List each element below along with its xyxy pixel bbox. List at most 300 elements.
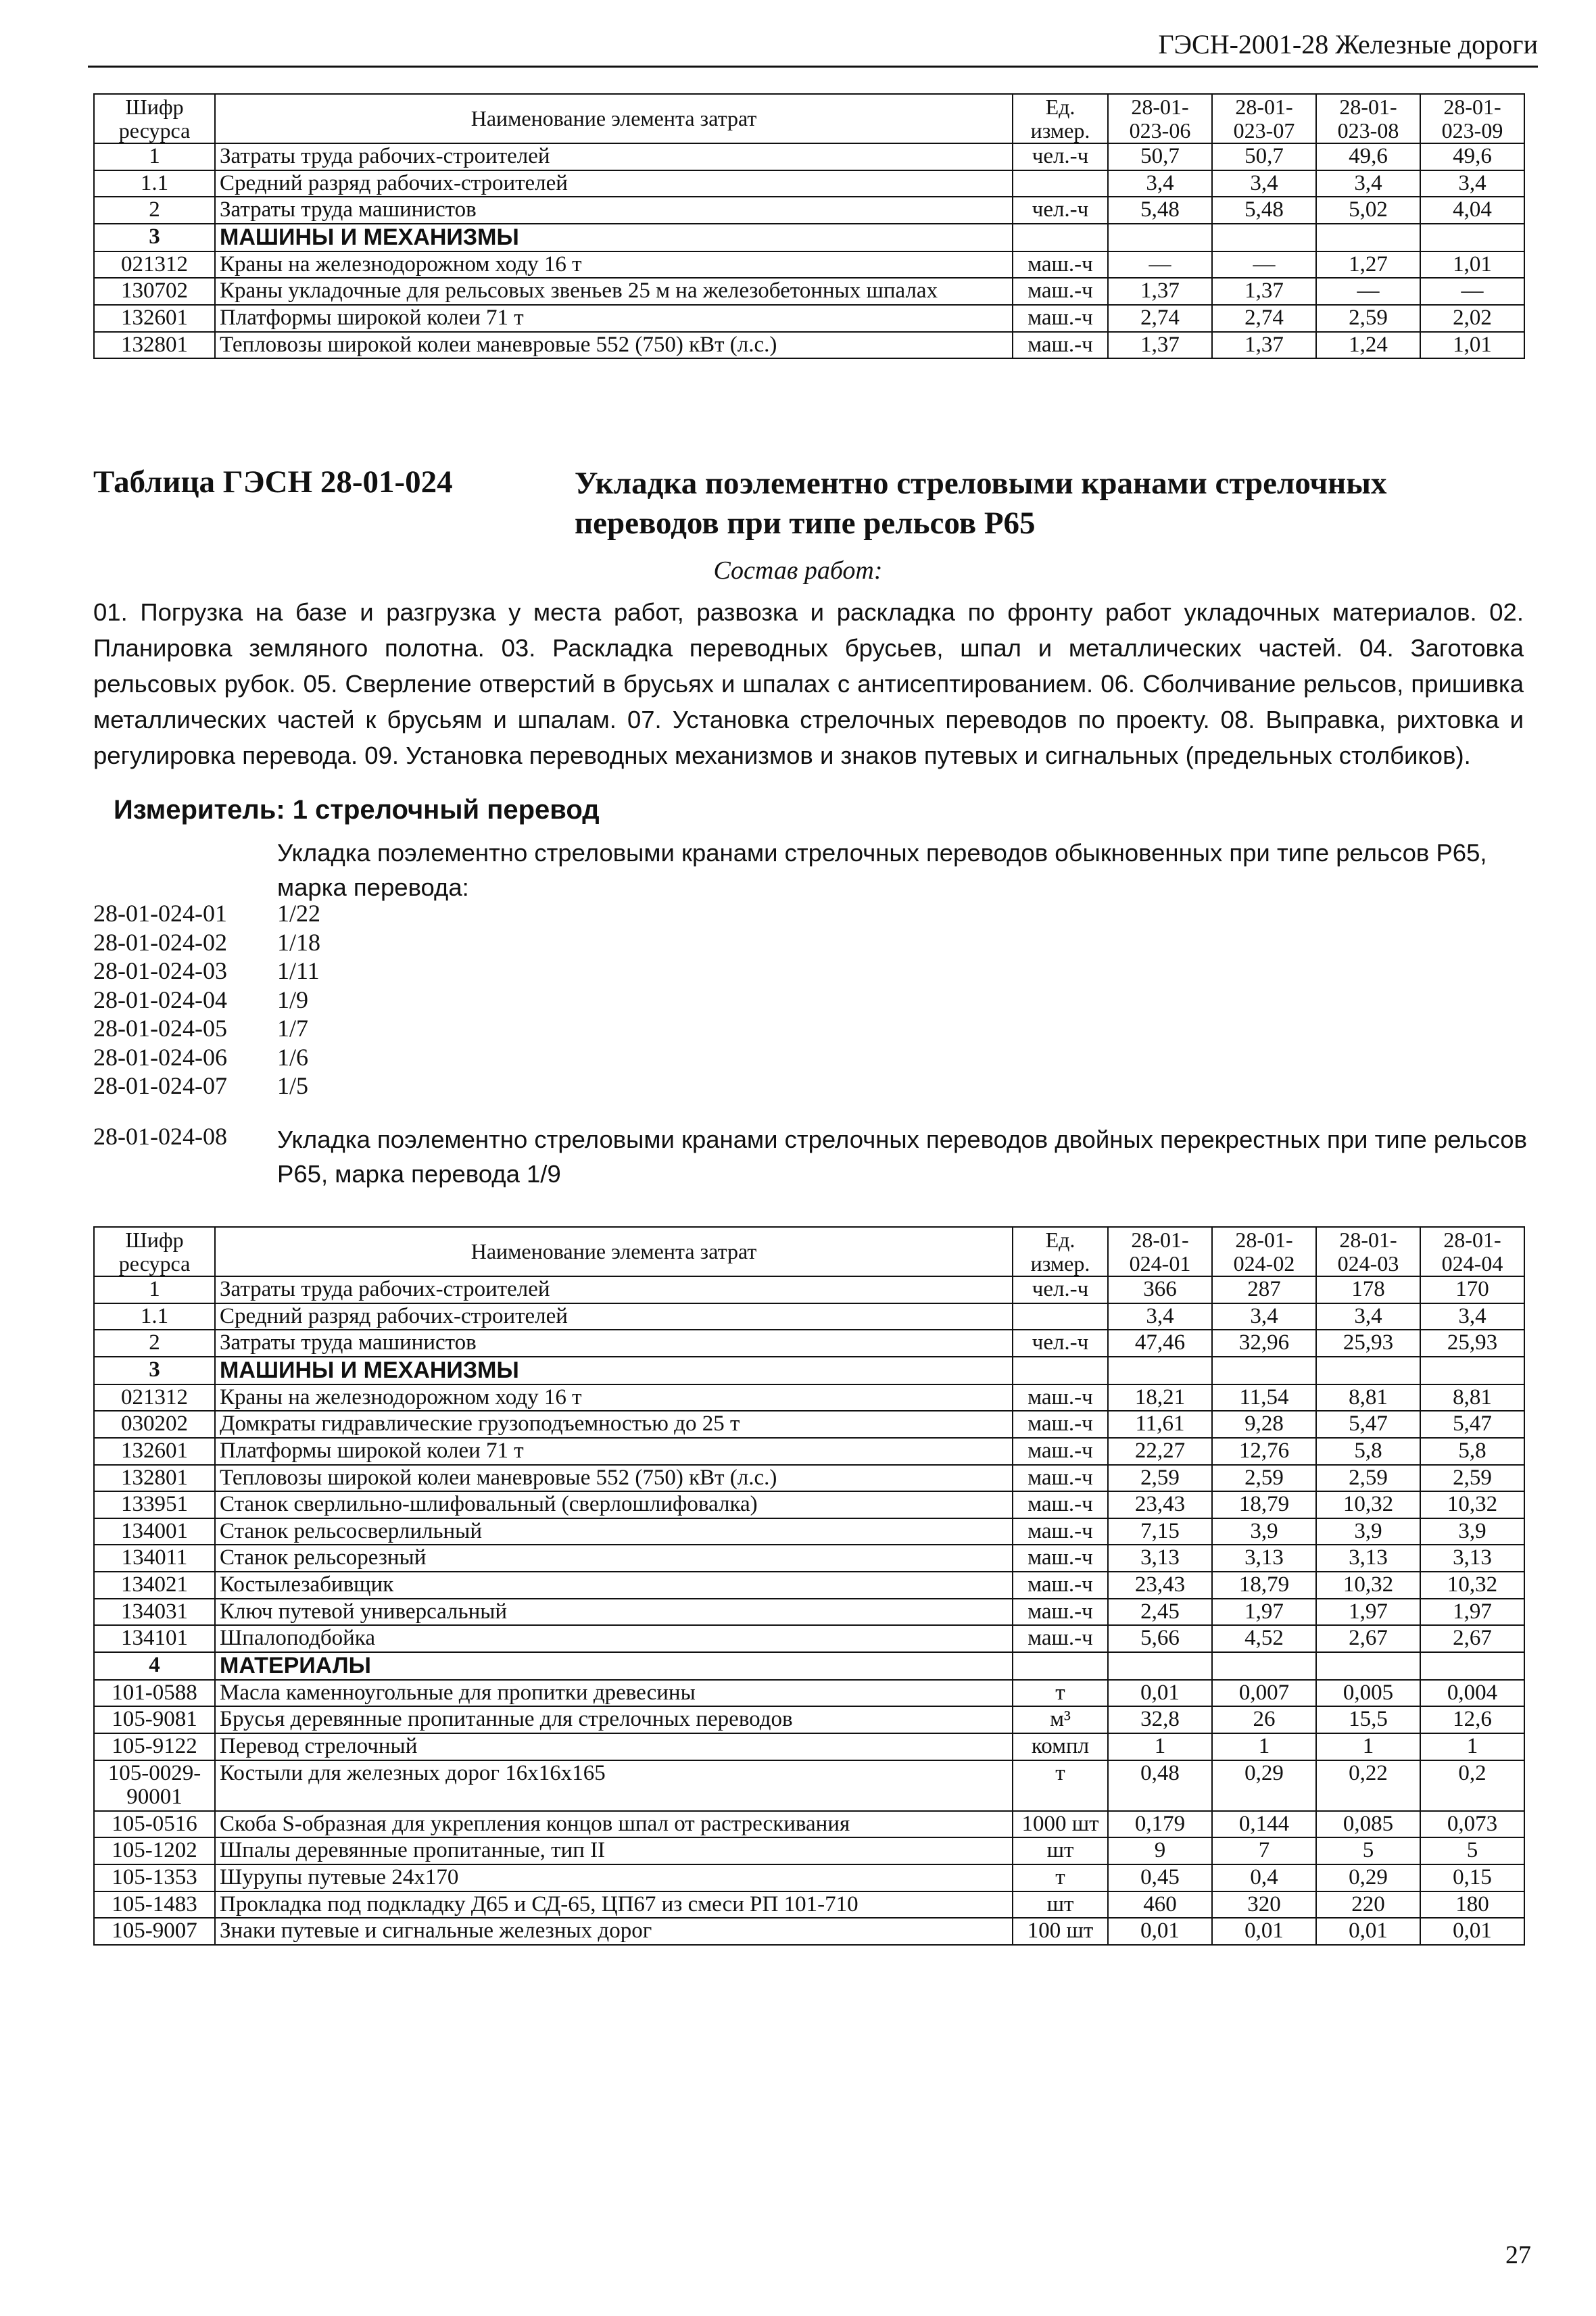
table-row <box>94 1276 1524 1303</box>
resource-name: Знаки путевые и сигнальные железных дорог <box>215 1918 1013 1945</box>
resource-value: 2,74 <box>1108 305 1212 332</box>
resource-code: 1 <box>94 1276 215 1303</box>
resource-value: 0,29 <box>1316 1864 1420 1891</box>
resource-unit: маш.-ч <box>1013 1545 1108 1572</box>
resource-value: 2,59 <box>1316 305 1420 332</box>
table-row <box>94 1330 1524 1357</box>
resource-value: 1,24 <box>1316 332 1420 359</box>
table-row <box>94 1384 1524 1412</box>
resource-value <box>1420 1652 1524 1680</box>
resource-value: 25,93 <box>1316 1330 1420 1357</box>
resource-value: 1 <box>1108 1733 1212 1760</box>
table-row <box>94 1864 1524 1891</box>
resource-code: 105-9081 <box>94 1706 215 1733</box>
resource-value: 3,4 <box>1212 1303 1316 1330</box>
header-col: 28-01-024-04 <box>1420 1227 1524 1276</box>
resource-value: 1,01 <box>1420 251 1524 279</box>
table-row <box>94 278 1524 305</box>
resource-value: 10,32 <box>1316 1572 1420 1599</box>
table-row <box>94 1545 1524 1572</box>
resource-unit: маш.-ч <box>1013 278 1108 305</box>
section-heading <box>93 464 1526 565</box>
resource-unit: маш.-ч <box>1013 1491 1108 1518</box>
resource-code: 3 <box>94 1357 215 1384</box>
norm-code: 28-01-024-02 <box>93 928 227 956</box>
table-row <box>94 1572 1524 1599</box>
resource-value: 1,37 <box>1108 278 1212 305</box>
resource-name: Станок рельсосверлильный <box>215 1518 1013 1545</box>
resource-value: 2,45 <box>1108 1599 1212 1626</box>
resource-value: 18,79 <box>1212 1572 1316 1599</box>
table-header-row <box>94 1227 1524 1276</box>
table-row <box>94 251 1524 279</box>
resource-value: 180 <box>1420 1891 1524 1919</box>
resource-value: 7,15 <box>1108 1518 1212 1545</box>
resource-value <box>1108 1357 1212 1384</box>
header-code: Шифр ресурса <box>94 94 215 143</box>
resource-value: 1,01 <box>1420 332 1524 359</box>
resource-value: 9,28 <box>1212 1411 1316 1438</box>
resource-unit: компл <box>1013 1733 1108 1760</box>
resource-name: Средний разряд рабочих-строителей <box>215 1303 1013 1330</box>
resource-name: Затраты труда рабочих-строителей <box>215 1276 1013 1303</box>
switch-mark: 1/5 <box>277 1072 309 1099</box>
resource-value: 3,4 <box>1108 170 1212 197</box>
resource-value: 50,7 <box>1212 143 1316 170</box>
header-col: 28-01-024-02 <box>1212 1227 1316 1276</box>
resource-value: 2,74 <box>1212 305 1316 332</box>
norm-code-item <box>93 1014 320 1043</box>
table-row <box>94 1837 1524 1864</box>
table-row <box>94 1760 1524 1811</box>
resource-code: 105-0029-90001 <box>94 1760 215 1811</box>
resource-value: 8,81 <box>1420 1384 1524 1412</box>
resource-value: 0,4 <box>1212 1864 1316 1891</box>
table-row <box>94 1891 1524 1919</box>
resource-value: 287 <box>1212 1276 1316 1303</box>
resource-code: 101-0588 <box>94 1680 215 1707</box>
running-head: ГЭСН-2001-28 Железные дороги <box>88 28 1538 68</box>
resource-value <box>1420 224 1524 251</box>
resource-value: 366 <box>1108 1276 1212 1303</box>
resource-value: 3,13 <box>1420 1545 1524 1572</box>
switch-mark: 1/9 <box>277 986 309 1013</box>
resource-name: МАТЕРИАЛЫ <box>215 1652 1013 1680</box>
resource-unit: маш.-ч <box>1013 1599 1108 1626</box>
resource-unit: 100 шт <box>1013 1918 1108 1945</box>
resource-value: 23,43 <box>1108 1491 1212 1518</box>
resource-value: 0,29 <box>1212 1760 1316 1811</box>
resource-name: Ключ путевой универсальный <box>215 1599 1013 1626</box>
switch-mark: 1/11 <box>277 957 320 984</box>
resource-value: 1,37 <box>1108 332 1212 359</box>
resource-value: — <box>1108 251 1212 279</box>
resource-name: Затраты труда машинистов <box>215 197 1013 224</box>
resource-value: 5,47 <box>1316 1411 1420 1438</box>
resource-code: 132601 <box>94 1438 215 1465</box>
resource-value: 4,04 <box>1420 197 1524 224</box>
resource-unit <box>1013 1303 1108 1330</box>
switch-mark: 1/6 <box>277 1043 309 1071</box>
resource-name: Костылезабивщик <box>215 1572 1013 1599</box>
resource-unit: маш.-ч <box>1013 305 1108 332</box>
header-unit: Ед. измер. <box>1013 94 1108 143</box>
resource-value <box>1108 1652 1212 1680</box>
resource-value: 2,59 <box>1420 1465 1524 1492</box>
resource-value: 0,2 <box>1420 1760 1524 1811</box>
resource-value <box>1212 1357 1316 1384</box>
resource-name: Шпалы деревянные пропитанные, тип II <box>215 1837 1013 1864</box>
resource-unit: т <box>1013 1760 1108 1811</box>
section-row <box>94 1357 1524 1384</box>
table-header-row <box>94 94 1524 143</box>
resource-value: 32,8 <box>1108 1706 1212 1733</box>
header-name: Наименование элемента затрат <box>215 94 1013 143</box>
resource-value: 22,27 <box>1108 1438 1212 1465</box>
resource-value: 2,67 <box>1420 1625 1524 1652</box>
table-row <box>94 1706 1524 1733</box>
switch-mark: 1/18 <box>277 928 321 956</box>
resource-name: Платформы широкой колеи 71 т <box>215 1438 1013 1465</box>
resource-value: 0,01 <box>1108 1680 1212 1707</box>
resource-name: Шпалоподбойка <box>215 1625 1013 1652</box>
resource-value: 460 <box>1108 1891 1212 1919</box>
resource-value: 1,37 <box>1212 278 1316 305</box>
norm-code-item <box>93 986 320 1015</box>
norm-code: 28-01-024-07 <box>93 1072 227 1099</box>
resource-code: 105-9007 <box>94 1918 215 1945</box>
resource-value: 320 <box>1212 1891 1316 1919</box>
norm-code: 28-01-024-06 <box>93 1043 227 1071</box>
norm-code-item <box>93 1071 320 1101</box>
resource-value: — <box>1212 251 1316 279</box>
resource-value: 0,144 <box>1212 1811 1316 1838</box>
resource-name: Масла каменноугольные для пропитки древесины <box>215 1680 1013 1707</box>
table-row <box>94 1918 1524 1945</box>
resource-code: 1.1 <box>94 1303 215 1330</box>
resource-value: 0,48 <box>1108 1760 1212 1811</box>
resource-unit: маш.-ч <box>1013 251 1108 279</box>
resource-name: Станок сверлильно-шлифовальный (сверлошлифовалка) <box>215 1491 1013 1518</box>
intro-text: Укладка поэлементно стреловыми кранами стрелочных переводов обыкновенных при типе рельсов Р65, марка перевода: <box>277 839 1487 902</box>
resource-unit: чел.-ч <box>1013 197 1108 224</box>
page-number: 27 <box>1505 2241 1531 2269</box>
table-row <box>94 1599 1524 1626</box>
resource-value: 5 <box>1420 1837 1524 1864</box>
resource-value: 0,007 <box>1212 1680 1316 1707</box>
resource-value: 0,073 <box>1420 1811 1524 1838</box>
header-col: 28-01-023-07 <box>1212 94 1316 143</box>
resource-name: МАШИНЫ И МЕХАНИЗМЫ <box>215 224 1013 251</box>
resource-value: 1,97 <box>1420 1599 1524 1626</box>
resource-value: 3,4 <box>1420 170 1524 197</box>
resource-table-28-01-024 <box>93 1226 1525 1946</box>
resource-value: 10,32 <box>1316 1491 1420 1518</box>
resource-name: МАШИНЫ И МЕХАНИЗМЫ <box>215 1357 1013 1384</box>
resource-value: 50,7 <box>1108 143 1212 170</box>
section-row <box>94 224 1524 251</box>
resource-value: 5,8 <box>1316 1438 1420 1465</box>
works-caption: Состав работ: <box>713 556 883 585</box>
resource-value: 10,32 <box>1420 1572 1524 1599</box>
norm-code: 28-01-024-01 <box>93 900 227 927</box>
table-row <box>94 332 1524 359</box>
header-col: 28-01-023-06 <box>1108 94 1212 143</box>
resource-value: 0,01 <box>1316 1918 1420 1945</box>
resource-unit: т <box>1013 1680 1108 1707</box>
resource-code: 2 <box>94 197 215 224</box>
resource-name: Костыли для железных дорог 16х16х165 <box>215 1760 1013 1811</box>
resource-value: 2,02 <box>1420 305 1524 332</box>
norm-description: Укладка поэлементно стреловыми кранами стрелочных переводов двойных перекрестных при типе рельсов Р65, марка перевода 1/9 <box>277 1126 1527 1188</box>
resource-value: — <box>1316 278 1420 305</box>
resource-value: 0,179 <box>1108 1811 1212 1838</box>
resource-name: Средний разряд рабочих-строителей <box>215 170 1013 197</box>
resource-value: 1 <box>1212 1733 1316 1760</box>
resource-code: 134021 <box>94 1572 215 1599</box>
resource-table-28-01-023 <box>93 93 1525 359</box>
resource-value: 47,46 <box>1108 1330 1212 1357</box>
norm-code-item <box>93 928 320 957</box>
resource-value: 0,01 <box>1108 1918 1212 1945</box>
resource-value: 26 <box>1212 1706 1316 1733</box>
resource-value: 170 <box>1420 1276 1524 1303</box>
resource-name: Платформы широкой колеи 71 т <box>215 305 1013 332</box>
table-row <box>94 1625 1524 1652</box>
resource-unit <box>1013 1357 1108 1384</box>
resource-code: 105-1483 <box>94 1891 215 1919</box>
norm-code-item <box>93 1043 320 1072</box>
resource-name: Брусья деревянные пропитанные для стрелочных переводов <box>215 1706 1013 1733</box>
resource-value: 12,76 <box>1212 1438 1316 1465</box>
resource-value <box>1212 224 1316 251</box>
resource-value: 5,02 <box>1316 197 1420 224</box>
resource-value: 9 <box>1108 1837 1212 1864</box>
resource-value: 1,97 <box>1212 1599 1316 1626</box>
resource-name: Тепловозы широкой колеи маневровые 552 (750) кВт (л.с.) <box>215 332 1013 359</box>
resource-value: 5,66 <box>1108 1625 1212 1652</box>
resource-value: 12,6 <box>1420 1706 1524 1733</box>
header-col: 28-01-023-09 <box>1420 94 1524 143</box>
resource-value: 178 <box>1316 1276 1420 1303</box>
switch-mark: 1/7 <box>277 1015 309 1042</box>
resource-unit: м³ <box>1013 1706 1108 1733</box>
resource-value: 0,004 <box>1420 1680 1524 1707</box>
resource-value <box>1316 224 1420 251</box>
norm-code-item <box>93 957 320 986</box>
resource-code: 105-1202 <box>94 1837 215 1864</box>
norm-code-list <box>93 899 320 1101</box>
resource-value: 11,61 <box>1108 1411 1212 1438</box>
table-row <box>94 1518 1524 1545</box>
resource-unit: маш.-ч <box>1013 1384 1108 1412</box>
resource-name: Затраты труда рабочих-строителей <box>215 143 1013 170</box>
resource-value: 1 <box>1420 1733 1524 1760</box>
resource-value: 18,21 <box>1108 1384 1212 1412</box>
norm-code: 28-01-024-04 <box>93 986 227 1013</box>
resource-name: Краны укладочные для рельсовых звеньев 25 м на железобетонных шпалах <box>215 278 1013 305</box>
resource-value: 4,52 <box>1212 1625 1316 1652</box>
resource-value: 3,9 <box>1420 1518 1524 1545</box>
resource-code: 133951 <box>94 1491 215 1518</box>
norm-code: 28-01-024-03 <box>93 957 227 984</box>
resource-unit: маш.-ч <box>1013 1411 1108 1438</box>
header-col: 28-01-023-08 <box>1316 94 1420 143</box>
header-unit: Ед. измер. <box>1013 1227 1108 1276</box>
resource-unit <box>1013 224 1108 251</box>
section-row <box>94 1652 1524 1680</box>
resource-value: 5,48 <box>1108 197 1212 224</box>
resource-value: — <box>1420 278 1524 305</box>
resource-value: 3,4 <box>1420 1303 1524 1330</box>
resource-name: Станок рельсорезный <box>215 1545 1013 1572</box>
resource-unit: маш.-ч <box>1013 1518 1108 1545</box>
resource-unit <box>1013 1652 1108 1680</box>
resource-code: 1 <box>94 143 215 170</box>
table-row <box>94 1465 1524 1492</box>
resource-value: 3,13 <box>1108 1545 1212 1572</box>
resource-unit: маш.-ч <box>1013 332 1108 359</box>
resource-code: 4 <box>94 1652 215 1680</box>
resource-value: 10,32 <box>1420 1491 1524 1518</box>
resource-value: 3,13 <box>1316 1545 1420 1572</box>
table-title: Укладка поэлементно стреловыми кранами стрелочных переводов при типе рельсов Р65 <box>575 466 1387 541</box>
resource-name: Домкраты гидравлические грузоподъемностью до 25 т <box>215 1411 1013 1438</box>
resource-value: 3,4 <box>1108 1303 1212 1330</box>
switch-mark: 1/22 <box>277 900 321 927</box>
resource-unit: чел.-ч <box>1013 143 1108 170</box>
resource-name: Тепловозы широкой колеи маневровые 552 (750) кВт (л.с.) <box>215 1465 1013 1492</box>
resource-value: 25,93 <box>1420 1330 1524 1357</box>
resource-value <box>1420 1357 1524 1384</box>
resource-unit: шт <box>1013 1837 1108 1864</box>
resource-code: 134031 <box>94 1599 215 1626</box>
norm-code: 28-01-024-08 <box>93 1123 227 1150</box>
table-row <box>94 1811 1524 1838</box>
resource-value <box>1212 1652 1316 1680</box>
resource-code: 132601 <box>94 305 215 332</box>
header-code: Шифр ресурса <box>94 1227 215 1276</box>
resource-code: 132801 <box>94 332 215 359</box>
resource-value: 0,15 <box>1420 1864 1524 1891</box>
table-row <box>94 1491 1524 1518</box>
resource-name: Скоба S-образная для укрепления концов шпал от растрескивания <box>215 1811 1013 1838</box>
resource-value: 11,54 <box>1212 1384 1316 1412</box>
norm-code-item <box>93 899 320 928</box>
resource-value: 5 <box>1316 1837 1420 1864</box>
resource-code: 030202 <box>94 1411 215 1438</box>
resource-name: Шурупы путевые 24х170 <box>215 1864 1013 1891</box>
table-row <box>94 1411 1524 1438</box>
resource-value: 5,8 <box>1420 1438 1524 1465</box>
works-description: 01. Погрузка на базе и разгрузка у места работ, развозка и раскладка по фронту работ укладочных материалов. 02. Планировка земляного полотна. 03. Раскладка переводных брусьев, шпал и металлических частей. 04. Заготовка рельсовых рубок. 05. Сверление отверстий в брусьях и шпалах с антисептированием. 06. Сболчивание рельсов, пришивка металлических частей к брусьям и шпалам. 07. Установка стрелочных переводов по проекту. 08. Выправка, рихтовка и регулировка перевода. 09. Установка переводных механизмов и знаков путевых и сигнальных (предельных столбиков). <box>93 598 1524 769</box>
resource-name: Краны на железнодорожном ходу 16 т <box>215 251 1013 279</box>
resource-value <box>1108 224 1212 251</box>
table-row <box>94 1733 1524 1760</box>
resource-value: 0,01 <box>1420 1918 1524 1945</box>
table-row <box>94 170 1524 197</box>
table-row <box>94 1303 1524 1330</box>
table-label: Таблица ГЭСН 28-01-024 <box>93 464 453 500</box>
resource-unit: чел.-ч <box>1013 1330 1108 1357</box>
resource-value: 1,37 <box>1212 332 1316 359</box>
resource-value: 5,48 <box>1212 197 1316 224</box>
resource-value: 3,4 <box>1316 170 1420 197</box>
resource-value: 3,13 <box>1212 1545 1316 1572</box>
resource-code: 2 <box>94 1330 215 1357</box>
header-col: 28-01-024-01 <box>1108 1227 1212 1276</box>
resource-code: 021312 <box>94 251 215 279</box>
table-row <box>94 1680 1524 1707</box>
resource-unit: 1000 шт <box>1013 1811 1108 1838</box>
resource-name: Перевод стрелочный <box>215 1733 1013 1760</box>
resource-unit: т <box>1013 1864 1108 1891</box>
resource-unit: шт <box>1013 1891 1108 1919</box>
table-row <box>94 143 1524 170</box>
table-row <box>94 197 1524 224</box>
resource-value <box>1316 1357 1420 1384</box>
resource-value: 23,43 <box>1108 1572 1212 1599</box>
resource-name: Краны на железнодорожном ходу 16 т <box>215 1384 1013 1412</box>
resource-value: 15,5 <box>1316 1706 1420 1733</box>
meter-line: Измеритель: 1 стрелочный перевод <box>114 795 600 825</box>
resource-code: 132801 <box>94 1465 215 1492</box>
resource-value: 32,96 <box>1212 1330 1316 1357</box>
resource-value: 3,4 <box>1212 170 1316 197</box>
resource-code: 105-9122 <box>94 1733 215 1760</box>
resource-value: 1,97 <box>1316 1599 1420 1626</box>
resource-unit: маш.-ч <box>1013 1465 1108 1492</box>
resource-code: 105-1353 <box>94 1864 215 1891</box>
resource-value: 3,9 <box>1212 1518 1316 1545</box>
resource-value: 2,59 <box>1316 1465 1420 1492</box>
resource-value: 18,79 <box>1212 1491 1316 1518</box>
resource-code: 134101 <box>94 1625 215 1652</box>
resource-code: 130702 <box>94 278 215 305</box>
resource-code: 1.1 <box>94 170 215 197</box>
resource-value: 3,4 <box>1316 1303 1420 1330</box>
resource-value: 8,81 <box>1316 1384 1420 1412</box>
resource-value: 0,01 <box>1212 1918 1316 1945</box>
table-row <box>94 305 1524 332</box>
table-row <box>94 1438 1524 1465</box>
header-col: 28-01-024-03 <box>1316 1227 1420 1276</box>
resource-value: 220 <box>1316 1891 1420 1919</box>
resource-code: 021312 <box>94 1384 215 1412</box>
header-name: Наименование элемента затрат <box>215 1227 1013 1276</box>
resource-value: 0,085 <box>1316 1811 1420 1838</box>
resource-value: 0,22 <box>1316 1760 1420 1811</box>
resource-value: 0,45 <box>1108 1864 1212 1891</box>
resource-value <box>1316 1652 1420 1680</box>
resource-value: 5,47 <box>1420 1411 1524 1438</box>
resource-unit: чел.-ч <box>1013 1276 1108 1303</box>
resource-value: 49,6 <box>1420 143 1524 170</box>
resource-unit <box>1013 170 1108 197</box>
resource-name: Затраты труда машинистов <box>215 1330 1013 1357</box>
resource-value: 2,59 <box>1108 1465 1212 1492</box>
resource-value: 0,005 <box>1316 1680 1420 1707</box>
resource-value: 1 <box>1316 1733 1420 1760</box>
resource-unit: маш.-ч <box>1013 1438 1108 1465</box>
resource-value: 7 <box>1212 1837 1316 1864</box>
resource-value: 1,27 <box>1316 251 1420 279</box>
resource-unit: маш.-ч <box>1013 1625 1108 1652</box>
resource-code: 134001 <box>94 1518 215 1545</box>
resource-value: 2,67 <box>1316 1625 1420 1652</box>
resource-value: 49,6 <box>1316 143 1420 170</box>
resource-code: 134011 <box>94 1545 215 1572</box>
